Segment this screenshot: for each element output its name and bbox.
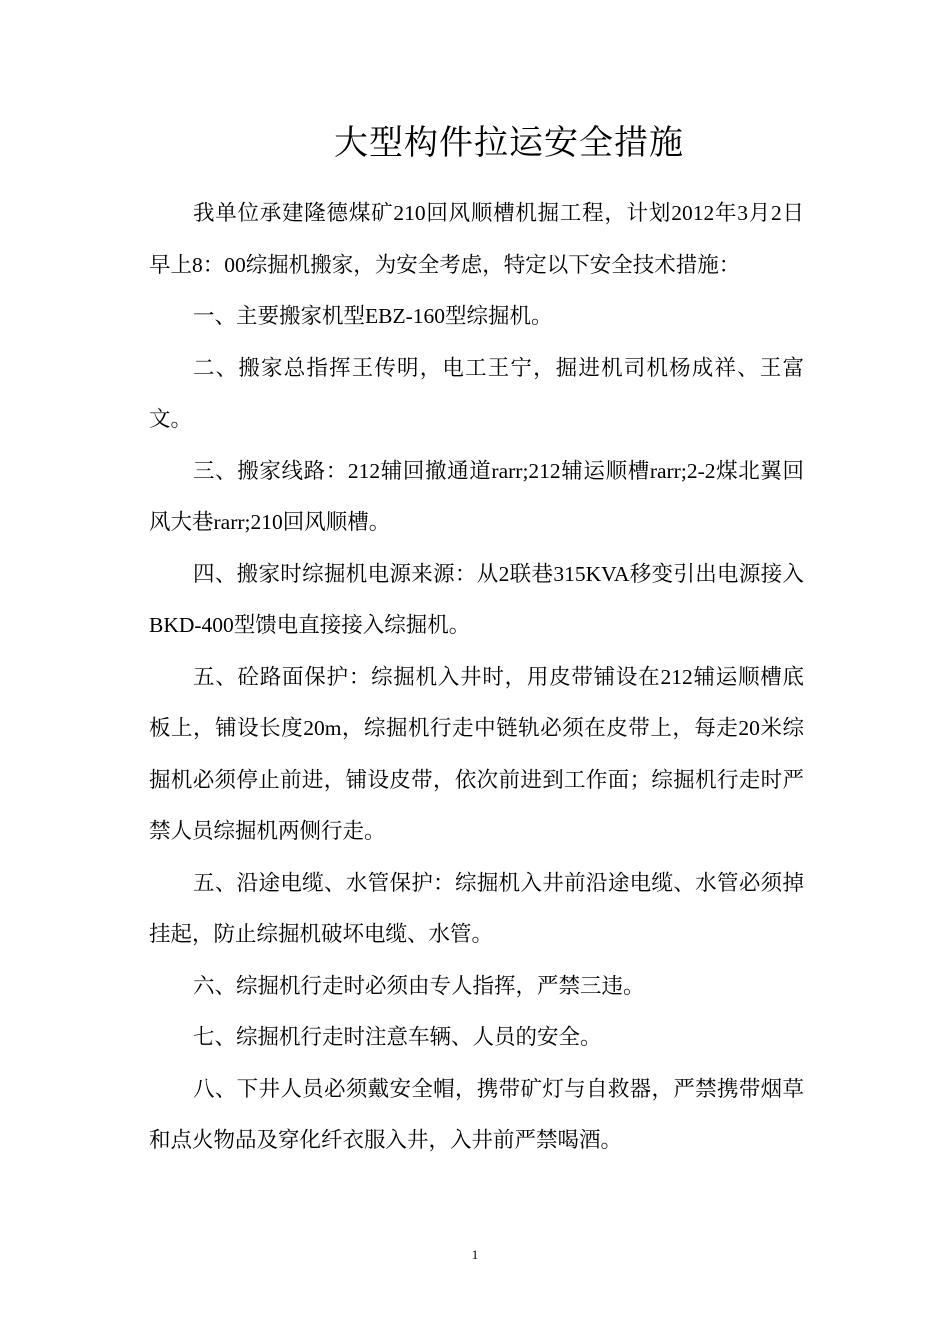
document-title: 大型构件拉运安全措施 [334,123,684,163]
paragraph-item-8: 八、下井人员必须戴安全帽，携带矿灯与自救器，严禁携带烟草和点火物品及穿化纤衣服入井，入井前严禁喝酒。 [149,1076,804,1152]
paragraph-item-3: 三、搬家线路：212辅回撤通道rarr;212辅运顺槽rarr;2-2煤北翼回风大巷rarr;210回风顺槽。 [149,458,804,534]
paragraph-item-7: 七、综掘机行走时注意车辆、人员的安全。 [193,1025,602,1049]
paragraph-intro: 我单位承建隆德煤矿210回风顺槽机掘工程，计划2012年3月2日早上8：00综掘机搬家，为安全考虑，特定以下安全技术措施： [149,201,804,277]
paragraph-item-4: 四、搬家时综掘机电源来源：从2联巷315KVA移变引出电源接入BKD-400型馈电直接接入综掘机。 [149,561,804,637]
paragraph-item-5a: 五、砼路面保护：综掘机入井时，用皮带铺设在212辅运顺槽底板上，铺设长度20m，综掘机行走中链轨必须在皮带上，每走20米综掘机必须停止前进，铺设皮带，依次前进到工作面；综掘机行走时严禁人员综掘机两侧行走。 [149,664,804,843]
paragraph-item-6: 六、综掘机行走时必须由专人指挥，严禁三违。 [193,973,645,998]
paragraph-item-5b: 五、沿途电缆、水管保护：综掘机入井前沿途电缆、水管必须掉挂起，防止综掘机破坏电缆、水管。 [149,870,804,946]
page-number: 1 [471,1247,479,1262]
paragraph-item-1: 一、主要搬家机型EBZ-160型综掘机。 [193,304,553,328]
paragraph-item-2: 二、搬家总指挥王传明，电工王宁，掘进机司机杨成祥、王富文。 [149,355,804,431]
document-body [149,188,804,1167]
